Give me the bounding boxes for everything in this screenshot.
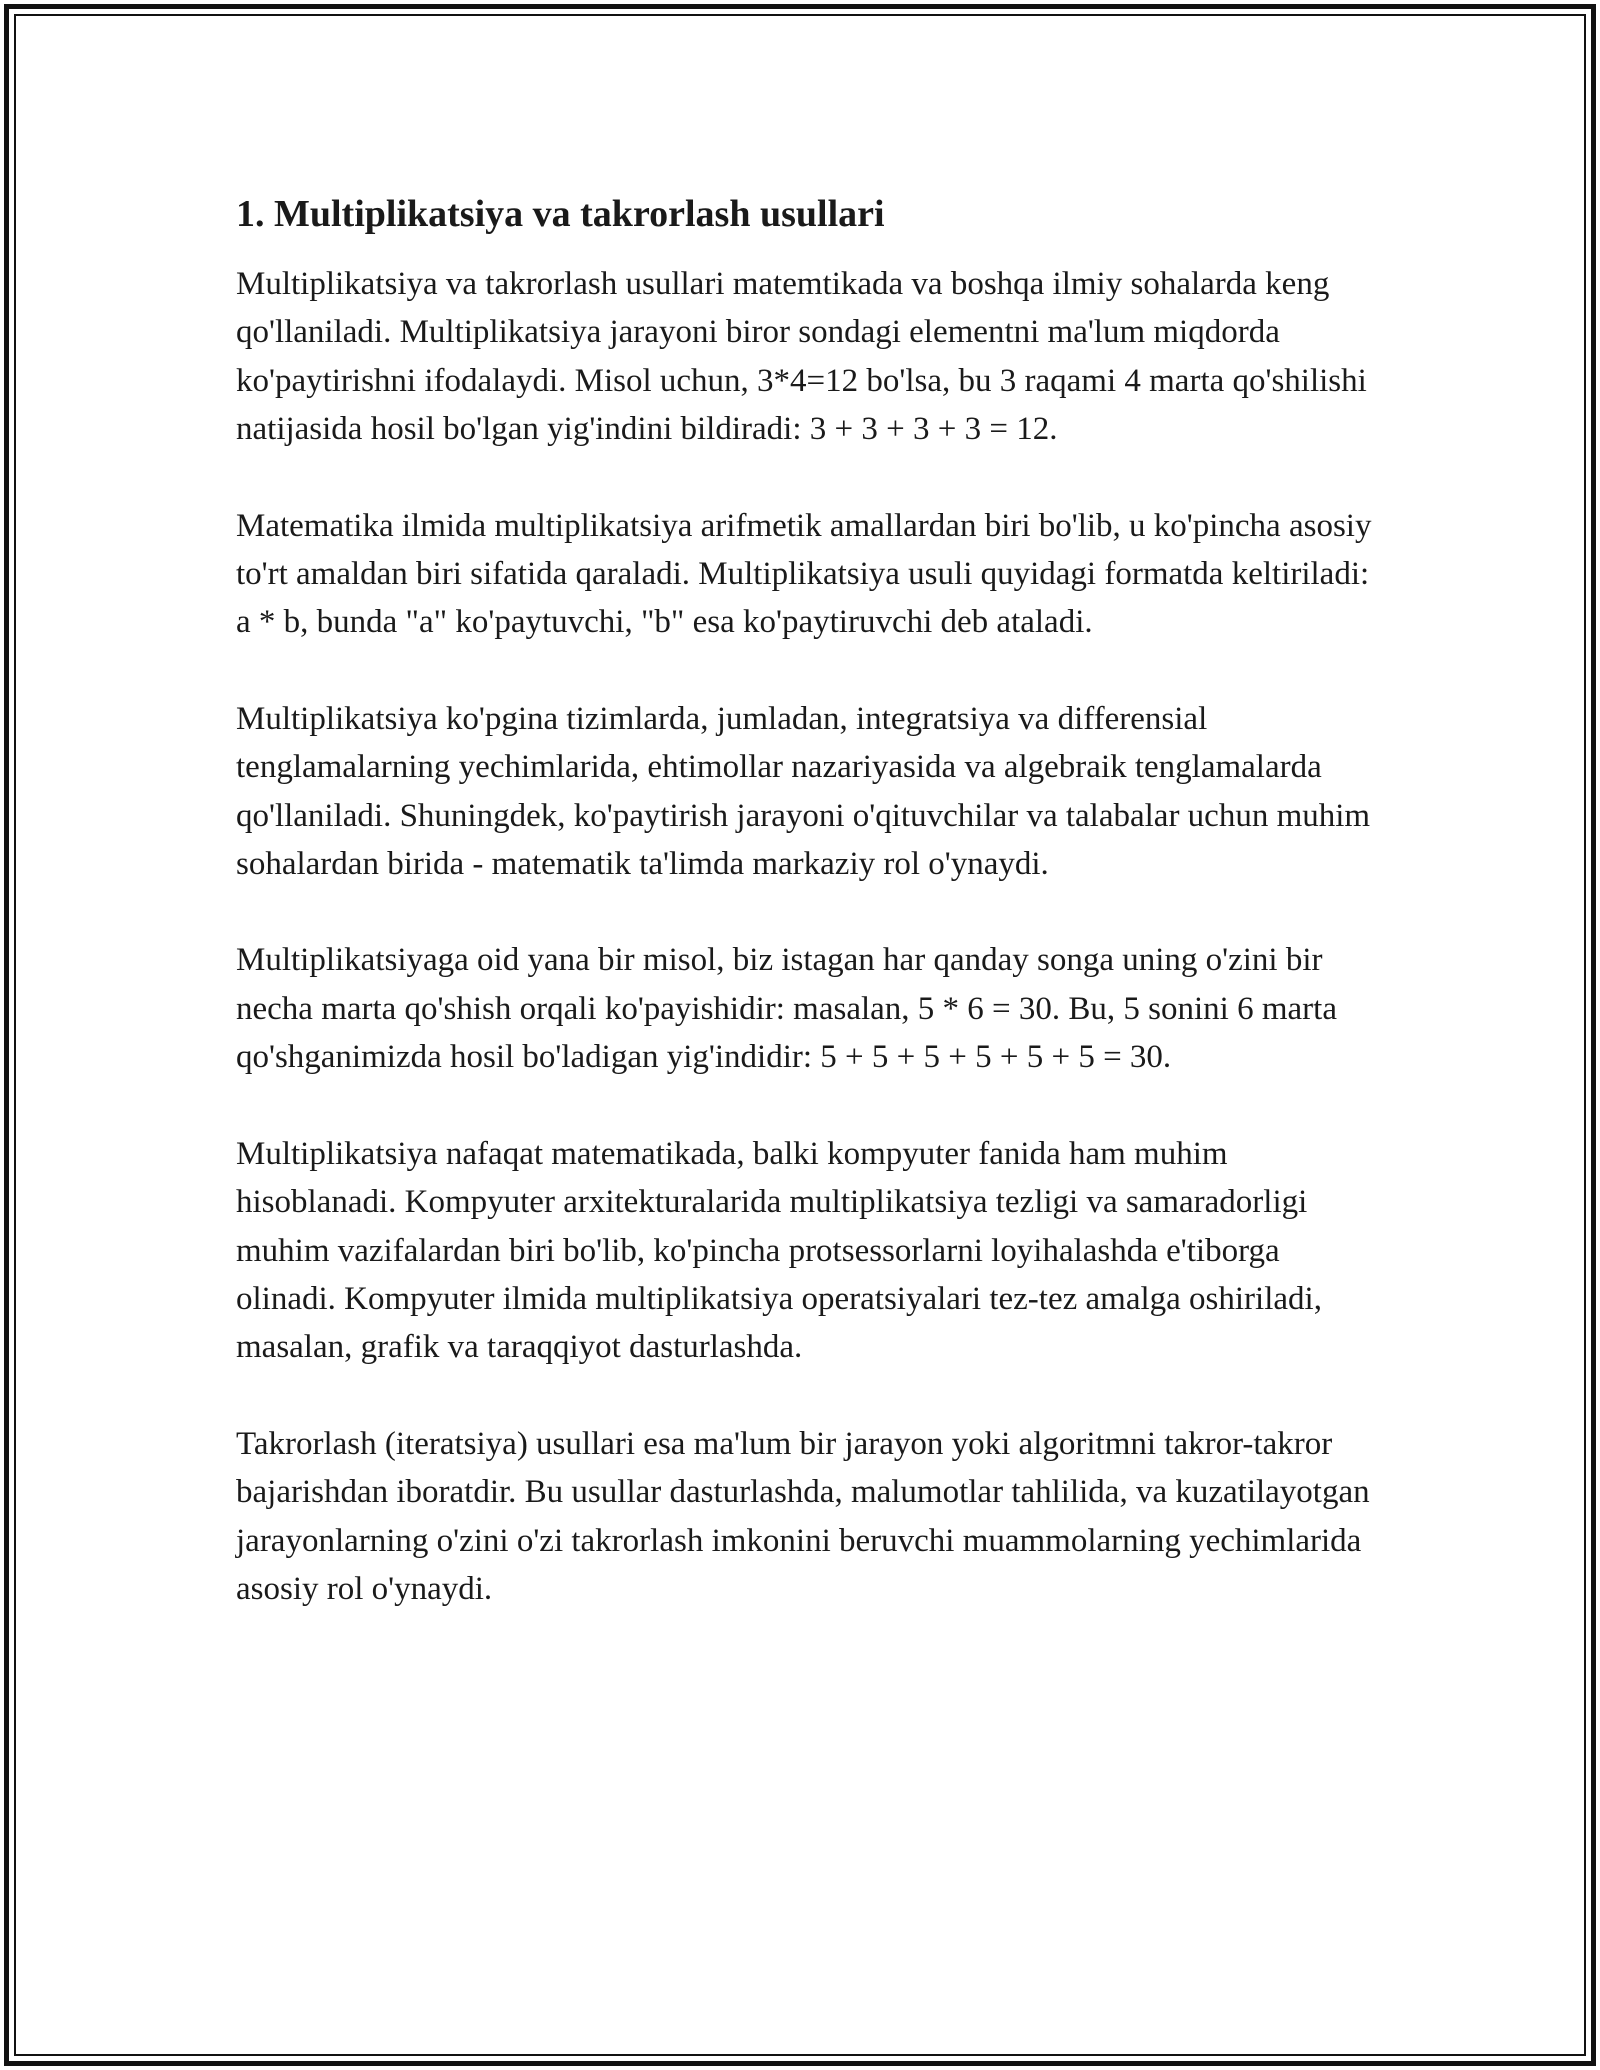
- paragraph-2: Matematika ilmida multiplikatsiya arifmetik amallardan biri bo'lib, u ko'pincha asosiy to'rt amaldan biri sifatida qaraladi. Multiplikatsiya usuli quyidagi formatda keltiriladi: a * b, bunda "a" ko'paytuvchi, "b" esa ko'paytiruvchi deb ataladi.: [236, 507, 1372, 641]
- paragraph-5: Multiplikatsiya nafaqat matematikada, balki kompyuter fanida ham muhim hisoblanadi. Kompyuter arxitekturalarida multiplikatsiya tezligi va samaradorligi muhim vazifalardan biri bo'lib, ko'pincha protsessorlarni loyihalashda e'tiborga olinadi. Kompyuter ilmida multiplikatsiya operatsiyalari tez-tez amalga oshiriladi, masalan, grafik va taraqqiyot dasturlashda.: [236, 1135, 1322, 1366]
- paragraph-6: Takrorlash (iteratsiya) usullari esa ma'lum bir jarayon yoki algoritmni takror-takror bajarishdan iboratdir. Bu usullar dasturlashda, malumotlar tahlilida, va kuzatilayotgan jarayonlarning o'zini o'zi takrorlash imkonini beruvchi muammolarning yechimlarida asosiy rol o'ynaydi.: [236, 1425, 1370, 1607]
- paragraph-1: Multiplikatsiya va takrorlash usullari matemtikada va boshqa ilmiy sohalarda keng qo'llaniladi. Multiplikatsiya jarayoni biror sondagi elementni ma'lum miqdorda ko'paytirishni ifodalaydi. Misol uchun, 3*4=12 bo'lsa, bu 3 raqami 4 marta qo'shilishi natijasida hosil bo'lgan yig'indini bildiradi: 3 + 3 + 3 + 3 = 12.: [236, 266, 1367, 448]
- paragraph-3: Multiplikatsiya ko'pgina tizimlarda, jumladan, integratsiya va differensial tenglamalarning yechimlarida, ehtimollar nazariyasida va algebraik tenglamalarda qo'llaniladi. Shuningdek, ko'paytirish jarayoni o'qituvchilar va talabalar uchun muhim sohalardan birida - matematik ta'limda markaziy rol o'ynaydi.: [236, 700, 1371, 883]
- section-heading: 1. Multiplikatsiya va takrorlash usullari: [236, 193, 885, 235]
- paragraph-4: Multiplikatsiyaga oid yana bir misol, biz istagan har qanday songa uning o'zini bir necha marta qo'shish orqali ko'payishidir: masalan, 5 * 6 = 30. Bu, 5 sonini 6 marta qo'shganimizda hosil bo'ladigan yig'indidir: 5 + 5 + 5 + 5 + 5 + 5 = 30.: [236, 942, 1337, 1076]
- document-body: [236, 188, 1376, 1613]
